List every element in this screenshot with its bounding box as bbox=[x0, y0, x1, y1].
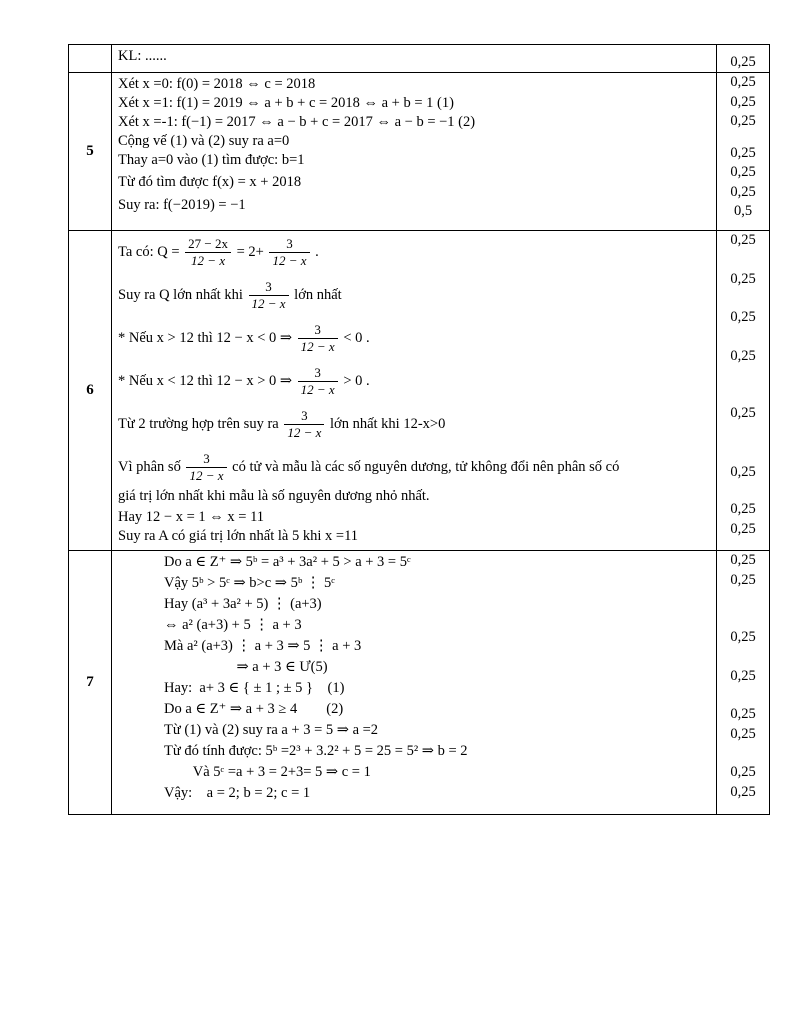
table-row-q6 bbox=[69, 231, 770, 551]
fraction: $\frac{3}{12 - x}$ bbox=[298, 365, 338, 398]
fraction: $\frac{3}{12 - x}$ bbox=[249, 279, 289, 312]
answer-line: Xét x =0: f(0) = 2018 ⇔ c = 2018 bbox=[118, 76, 316, 92]
question-number: 6 bbox=[69, 231, 112, 551]
answer-line: Vì phân số $\frac{3}{12 - x}$ có tử và mẫu là các số nguyên dương, tử không đổi nên phân số có bbox=[118, 451, 620, 484]
score: 0,25 bbox=[730, 571, 756, 588]
score: 0,25 bbox=[730, 463, 756, 480]
answer-line: * Nếu x < 12 thì 12 − x > 0 ⇒ $\frac{3}{12 - x}$ > 0 . bbox=[118, 365, 370, 398]
answer-content bbox=[112, 45, 717, 73]
answer-line: Hay 12 − x = 1 ⇔ x = 11 bbox=[118, 509, 265, 525]
answer-line: Do a ∈ Z⁺ ⇒ a + 3 ≥ 4 (2) bbox=[164, 701, 344, 717]
score: 0,25 bbox=[730, 270, 756, 287]
score: 0,25 bbox=[730, 706, 756, 722]
score: 0,25 bbox=[730, 74, 756, 90]
score: 0,25 bbox=[730, 725, 756, 742]
score: 0,25 bbox=[730, 347, 756, 364]
table-row-q7 bbox=[69, 551, 770, 815]
answer-line: Suy ra A có giá trị lớn nhất là 5 khi x =11 bbox=[118, 528, 359, 544]
score: 0,25 bbox=[730, 405, 756, 421]
answer-line: Suy ra Q lớn nhất khi $\frac{3}{12 - x}$ lớn nhất bbox=[118, 279, 342, 312]
score: 0,25 bbox=[730, 667, 756, 684]
score: 0,25 bbox=[730, 113, 756, 129]
score: 0,25 bbox=[730, 520, 756, 537]
score: 0,25 bbox=[730, 93, 756, 110]
answer-line: Cộng vế (1) và (2) suy ra a=0 bbox=[118, 133, 290, 149]
answer-content bbox=[112, 73, 717, 231]
question-number: 5 bbox=[69, 73, 112, 231]
answer-content bbox=[112, 551, 717, 815]
answer-line: Và 5ᶜ =a + 3 = 2+3= 5 ⇒ c = 1 bbox=[164, 764, 371, 780]
score: 0,5 bbox=[733, 203, 753, 219]
answer-line: Từ đó tính được: 5ᵇ =2³ + 3.2² + 5 = 25 = 5² ⇒ b = 2 bbox=[164, 743, 468, 759]
answer-line: Vậy 5ᵇ > 5ᶜ ⇒ b>c ⇒ 5ᵇ ⋮ 5ᶜ bbox=[164, 575, 336, 591]
answer-line: Do a ∈ Z⁺ ⇒ 5ᵇ = a³ + 3a² + 5 > a + 3 = 5ᶜ bbox=[164, 554, 411, 570]
answer-line: Vậy: a = 2; b = 2; c = 1 bbox=[164, 785, 311, 801]
score-cell bbox=[717, 45, 770, 73]
answer-line: * Nếu x > 12 thì 12 − x < 0 ⇒ $\frac{3}{12 - x}$ < 0 . bbox=[118, 322, 370, 355]
answer-line: Xét x =1: f(1) = 2019 ⇔ a + b + c = 2018 ⇔ a + b = 1 (1) bbox=[118, 95, 454, 111]
fraction: $\frac{3}{12 - x}$ bbox=[269, 236, 309, 269]
answer-line: Thay a=0 vào (1) tìm được: b=1 bbox=[118, 152, 305, 168]
fraction: $\frac{3}{12 - x}$ bbox=[186, 451, 226, 484]
fraction: $\frac{3}{12 - x}$ bbox=[284, 408, 324, 441]
score: 0,25 bbox=[730, 164, 756, 180]
answer-line: Mà a² (a+3) ⋮ a + 3 ⇒ 5 ⋮ a + 3 bbox=[164, 638, 362, 654]
answer-line: Từ đó tìm được f(x) = x + 2018 bbox=[118, 174, 302, 190]
answer-line: Hay (a³ + 3a² + 5) ⋮ (a+3) bbox=[164, 596, 322, 612]
table-row-q5 bbox=[69, 73, 770, 231]
score-cell bbox=[717, 73, 770, 231]
score: 0,25 bbox=[730, 552, 756, 568]
score: 0,25 bbox=[730, 501, 756, 517]
score: 0,25 bbox=[730, 53, 756, 70]
score: 0,25 bbox=[730, 232, 756, 248]
score: 0,25 bbox=[730, 629, 756, 645]
score: 0,25 bbox=[730, 183, 756, 200]
answer-table bbox=[68, 44, 770, 815]
answer-line: ⇔ a² (a+3) + 5 ⋮ a + 3 bbox=[164, 617, 302, 633]
score: 0,25 bbox=[730, 144, 756, 161]
question-number: 7 bbox=[69, 551, 112, 815]
kl-text: KL: ...... bbox=[118, 48, 167, 64]
question-number-cell bbox=[69, 45, 112, 73]
answer-line: Ta có: Q = $\frac{27 - 2x}{12 - x}$ = 2+ $\frac{3}{12 - x}$ . bbox=[118, 236, 319, 269]
score-cell bbox=[717, 231, 770, 551]
answer-line: Từ (1) và (2) suy ra a + 3 = 5 ⇒ a =2 bbox=[164, 722, 379, 738]
score: 0,25 bbox=[730, 783, 756, 800]
table-row-kl bbox=[69, 45, 770, 73]
answer-content bbox=[112, 231, 717, 551]
fraction: $\frac{27 - 2x}{12 - x}$ bbox=[185, 236, 231, 269]
answer-line: ⇒ a + 3 ∈ Ư(5) bbox=[164, 659, 328, 675]
answer-line: Hay: a+ 3 ∈ { ± 1 ; ± 5 } (1) bbox=[164, 680, 345, 696]
score: 0,25 bbox=[730, 309, 756, 325]
score: 0,25 bbox=[730, 764, 756, 780]
score-cell bbox=[717, 551, 770, 815]
answer-line: Từ 2 trường hợp trên suy ra $\frac{3}{12 - x}$ lớn nhất khi 12-x>0 bbox=[118, 408, 446, 441]
answer-line: Suy ra: f(−2019) = −1 bbox=[118, 197, 246, 213]
fraction: $\frac{3}{12 - x}$ bbox=[298, 322, 338, 355]
answer-line: Xét x =-1: f(−1) = 2017 ⇔ a − b + c = 2017 ⇔ a − b = −1 (2) bbox=[118, 114, 476, 130]
answer-line: giá trị lớn nhất khi mẫu là số nguyên dương nhỏ nhất. bbox=[118, 488, 430, 504]
